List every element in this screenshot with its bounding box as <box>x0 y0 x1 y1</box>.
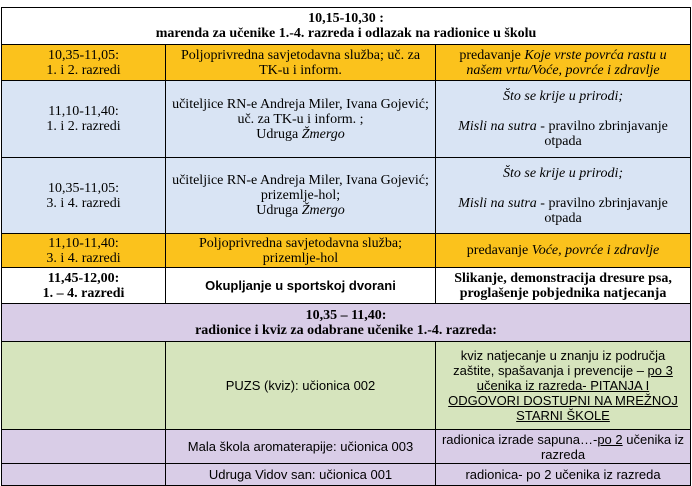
grades-text: 1. – 4. razredi <box>42 285 125 301</box>
schedule-table <box>1 7 691 486</box>
what-topic: Što se krije u prirodi; <box>503 165 624 181</box>
what-cell <box>436 45 691 81</box>
what-cell <box>436 268 691 304</box>
who-org: Žmergo <box>301 126 345 142</box>
who-text: Poljoprivredna savjetodavna služba; uč. za TK-u i inform. <box>180 47 421 78</box>
table-row <box>2 45 691 81</box>
table-row <box>2 268 691 304</box>
header-row-workshops <box>2 304 691 342</box>
time-text: 11,10-11,40: <box>48 235 119 251</box>
what-prefix: predavanje <box>466 243 532 258</box>
header-time: 10,15-10,30 : <box>308 11 384 26</box>
what-cell <box>436 430 691 464</box>
who-prefix: Udruga <box>256 126 302 142</box>
who-text: učiteljice RN-e Andreja Miler, Ivana Gojević; prizemlje-hol; <box>172 173 429 203</box>
what-rest: - pravilno zbrinjavanje otpada <box>536 195 668 226</box>
what-cell <box>436 464 691 486</box>
table-row <box>2 81 691 158</box>
what-topic: Koje vrste povrća rastu u našem vrtu/Voće, povrće i zdravlje <box>466 47 667 78</box>
who-cell <box>166 45 436 81</box>
what-text: Slikanje, demonstracija dresure psa, proglašenje pobjednika natjecanja <box>454 270 672 301</box>
table-row <box>2 342 691 430</box>
what-cell <box>436 342 691 430</box>
table-row <box>2 464 691 486</box>
time-text: 10,35-11,05: <box>47 47 120 63</box>
who-text: učiteljice RN-e Andreja Miler, Ivana Gojević; uč. za TK-u i inform. ; <box>172 96 429 127</box>
what-rest: učenika iz razreda <box>540 431 685 462</box>
empty-cell <box>2 430 166 464</box>
header-description: radionice i kviz za odabrane učenike 1.-4. razreda: <box>195 322 497 338</box>
time-text: 10,35-11,05: <box>47 180 120 196</box>
grades-text: 3. i 4. razredi <box>46 195 121 211</box>
header-cell-workshops <box>2 304 691 342</box>
who-cell <box>166 430 436 464</box>
who-org: Žmergo <box>301 203 345 218</box>
what-cell <box>436 234 691 268</box>
what-rest: - pravilno zbrinjavanje otpada <box>536 119 668 149</box>
header-description: marenda za učenike 1.-4. razreda i odlazak na radionice u školu <box>155 26 537 41</box>
who-text: Mala škola aromaterapije: učionica 003 <box>187 439 414 454</box>
what-text: kviz natjecanje u znanju iz područja zaštite, spašavanja i prevencije – <box>453 348 666 378</box>
table-row <box>2 158 691 234</box>
what-cell <box>436 158 691 234</box>
who-cell <box>166 268 436 304</box>
what-text: radionica- po 2 učenika iz razreda <box>465 467 661 482</box>
what-cell <box>436 81 691 158</box>
empty-cell <box>2 464 166 486</box>
table-row <box>2 430 691 464</box>
time-cell <box>2 45 166 81</box>
time-text: 11,45-12,00: <box>47 270 120 286</box>
table-row <box>2 234 691 268</box>
what-topic-2: Misli na sutra <box>458 119 537 134</box>
who-cell <box>166 464 436 486</box>
grades-text: 1. i 2. razredi <box>46 62 121 78</box>
header-cell-snack <box>2 8 691 45</box>
who-prefix: Udruga <box>256 203 302 218</box>
time-cell <box>2 268 166 304</box>
what-text: radionica izrade sapuna…- <box>441 431 598 447</box>
header-row-snack <box>2 8 691 45</box>
what-topic: Voće, povrće i zdravlje <box>531 243 660 258</box>
time-cell <box>2 158 166 234</box>
who-text: Udruga Vidov san: učionica 001 <box>208 467 393 482</box>
who-cell <box>166 81 436 158</box>
grades-text: 3. i 4. razredi <box>46 250 121 266</box>
what-note: po 3 učenika iz razreda- PITANJA I ODGOVORI DOSTUPNI NA MREŽNOJ STARNI ŠKOLE <box>448 363 678 423</box>
what-topic-2: Misli na sutra <box>458 195 537 211</box>
who-text: PUZS (kviz): učionica 002 <box>225 378 376 393</box>
empty-cell <box>2 342 166 430</box>
who-cell <box>166 342 436 430</box>
time-text: 11,10-11,40: <box>48 104 119 119</box>
who-cell <box>166 158 436 234</box>
what-note: po 2 <box>597 431 623 447</box>
who-text: Poljoprivredna savjetodavna služba; prizemlje-hol <box>199 235 402 266</box>
grades-text: 1. i 2. razredi <box>46 119 121 134</box>
time-cell <box>2 81 166 158</box>
what-prefix: predavanje <box>459 47 525 63</box>
header-time: 10,35 – 11,40: <box>305 307 387 323</box>
time-cell <box>2 234 166 268</box>
what-topic: Što se krije u prirodi; <box>503 89 624 104</box>
who-text: Okupljanje u sportskoj dvorani <box>205 278 396 293</box>
who-cell <box>166 234 436 268</box>
